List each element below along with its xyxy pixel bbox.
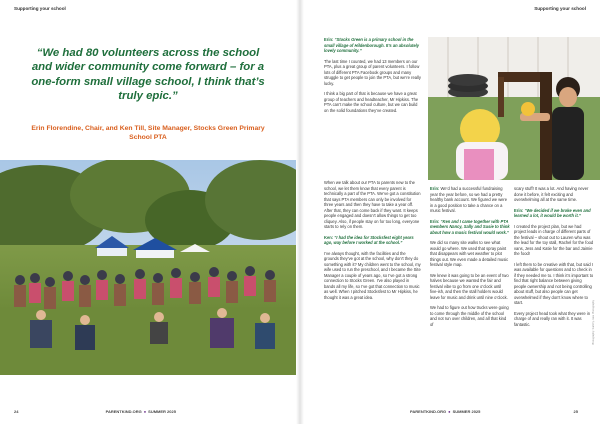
highlight-quote: “Stocks Green is a primary school in the small village of Hildenborough. It’s an absolutely lovely community.” — [324, 37, 420, 53]
page-gutter — [296, 0, 304, 424]
speaker-name: Erin: — [324, 37, 334, 42]
article-paragraph: When we talk about our PTA to parents new to the school, we let them know that every parent is technically a part of the PTA. We’ve got a constitution that says PTA members can only be involved for three years and then they have to take a year off. After that, they can come back if they want. It keeps people engaged and doesn’t allow things to get too cliquey. Also, if people stay on for too long, everyone starts to rely on them. — [324, 180, 421, 229]
footer-site: PARENTKIND.ORG — [410, 409, 447, 414]
article-paragraph — [324, 235, 421, 246]
footer-site: PARENTKIND.ORG — [105, 409, 142, 414]
page-footer — [410, 409, 578, 414]
speaker-name: Erin: — [430, 218, 440, 224]
highlight-quote: “We decided if we broke even and learned a lot, it would be worth it.” — [514, 207, 591, 218]
footer-issue: SUMMER 2025 — [148, 409, 176, 414]
speaker-name: Ken: — [324, 234, 334, 240]
quote-attribution: Erin Florendine, Chair, and Ken Till, Site Manager, Stocks Green Primary School PTA — [31, 125, 265, 141]
article-paragraph: Every project head took what they were in charge of and really ran with it. It was fantastic. — [514, 310, 591, 327]
festival-crowd-photo — [0, 160, 296, 375]
article-paragraph: The last time I counted, we had 13 members on our PTA, plus a great group of parent volunteers. I follow lots of different PTA Facebook groups and many struggle to get people to join the PTA, but we’re really lucky. — [324, 58, 421, 86]
article-paragraph: I created the project plan, but we had project leads in charge of different parts of the festival – shout out to Lauren who was the lead for the toy stall, Rachel for the food vans, Jess and Katie for the bar and Jaimie the food! — [514, 223, 594, 256]
article-column-2 — [324, 180, 421, 305]
article-column-4 — [514, 186, 594, 332]
article-paragraph: I left them to be creative with that, but said I was available for questions and to check in if they needed me to. I think it’s important to find that right balance between giving people ownership and not being controlling about stuff, but also people can get overwhelmed if they don’t know where to start. — [514, 261, 594, 305]
photo-credit: Photography: Sammy Jane Photography — [592, 300, 595, 346]
section-label: Supporting your school — [534, 6, 586, 11]
highlight-quote: “Ken and I came together with PTA members Nancy, Sally and Susie to think about how a music festival would work.” — [430, 218, 510, 235]
speaker-name: Erin: — [430, 186, 440, 191]
section-label: Supporting your school — [14, 6, 66, 11]
page-number: 25 — [573, 409, 578, 414]
article-column-1 — [324, 37, 421, 118]
highlight-quote: “I had the idea for Stocksfest eight years ago, way before I worked at the school.” — [324, 234, 414, 245]
article-paragraph — [324, 37, 421, 54]
article-paragraph — [514, 208, 594, 219]
page-footer — [14, 409, 176, 414]
footer-separator: ● — [448, 409, 451, 414]
article-paragraph — [430, 219, 510, 236]
footer-separator: ● — [143, 409, 147, 414]
article-paragraph: scary stuff! It was a lot. And having never done it before, it felt exciting and overwhelming all at the same time. — [514, 186, 589, 202]
article-paragraph: I think a big part of that is because we have a great group of teachers and headteacher, Mr Hipkiss. The PTA can’t make the school culture, but we can build on the solid foundations they’ve created. — [324, 91, 419, 113]
footer-issue: SUMMER 2025 — [452, 409, 481, 414]
article-paragraph: We had to figure out how trucks were going to come through the middle of the school and not run over children, and all that kind of — [430, 305, 509, 327]
page-number: 24 — [14, 409, 19, 414]
article-paragraph — [430, 186, 510, 214]
left-page — [0, 0, 296, 424]
article-paragraph: We did so many site walks to see what would go where. We used that spray paint that disappears with wet weather to plot things out. We even made a detailed music festival style map. — [430, 240, 509, 267]
article-paragraph: I’ve always thought, with the facilities and the grounds they’ve got at the school, why don’t they do something with it? My children went to the school, my wife used to run the preschool, and I became the Site Manager a couple of years ago, so I’ve got a strong connection to Stocks Green. I’ve also played in bands all my life, so I’ve got that connection to music as well. When I pitched Stocksfest to Mr Hipkiss, he thought it was a great idea. — [324, 250, 421, 300]
water-play-photo — [428, 37, 600, 180]
article-column-3 — [430, 186, 510, 332]
speaker-name: Erin: — [514, 207, 524, 213]
paragraph-text: We’d had a successful fundraising year the year before, so we had a pretty healthy bank account. We figured we were in a good position to take a chance on a music festival. — [430, 186, 508, 213]
pull-quote: “We had 80 volunteers across the school and wider community come forward – for a one-form small village school, I think that’s truly epic.” — [31, 47, 265, 103]
article-paragraph: We knew it was going to be an event of two halves because we wanted the fair and festival vibe to go from one o’clock until five-ish, and then the stall holders would leave for music and drink until nine o’clock. — [430, 272, 509, 300]
right-page — [304, 0, 600, 424]
